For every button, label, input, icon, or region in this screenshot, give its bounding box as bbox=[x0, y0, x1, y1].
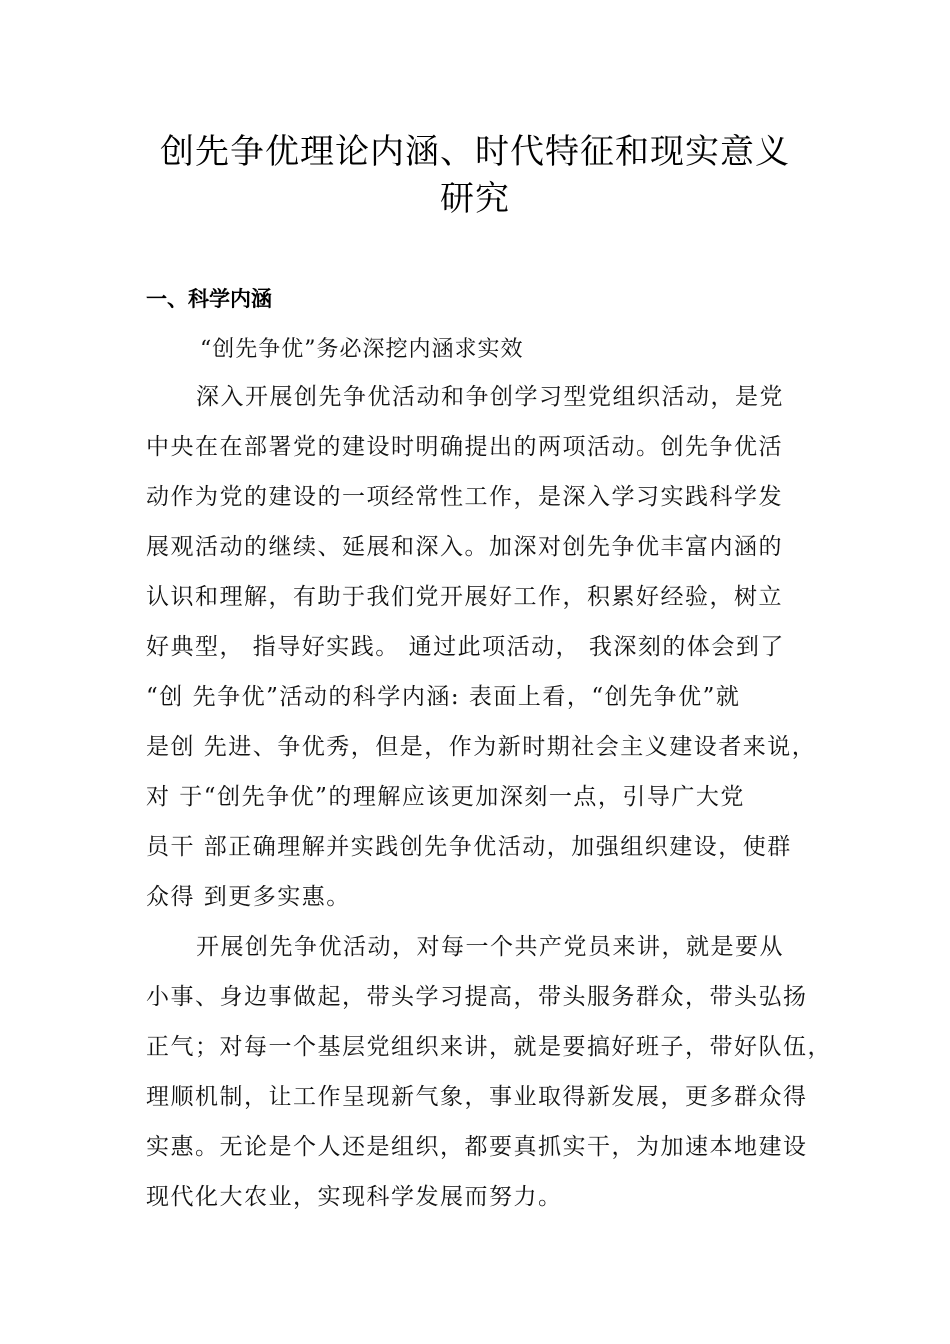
paragraph-1-line: 众得 到更多实惠。 bbox=[146, 884, 351, 910]
paragraph-1-line: 好典型， 指导好实践。 通过此项活动， 我深刻的体会到了 bbox=[146, 634, 785, 660]
paragraph-1-line: 对 于“创先争优”的理解应该更加深刻一点，引导广大党 bbox=[146, 784, 745, 810]
paragraph-2-line: 实惠。无论是个人还是组织，都要真抓实干，为加速本地建设 bbox=[146, 1134, 808, 1160]
paragraph-1-line: 是创 先进、争优秀，但是，作为新时期社会主义建设者来说， bbox=[146, 734, 817, 760]
document-title-line-1: 创先争优理论内涵、时代特征和现实意义 bbox=[160, 132, 790, 172]
paragraph-1-line: 展观活动的继续、延展和深入。加深对创先争优丰富内涵的 bbox=[146, 534, 783, 560]
paragraph-1-line: 中央在在部署党的建设时明确提出的两项活动。创先争优活 bbox=[146, 434, 783, 460]
paragraph-1-line: 动作为党的建设的一项经常性工作，是深入学习实践科学发 bbox=[146, 484, 783, 510]
subtitle: “创先争优”务必深挖内涵求实效 bbox=[200, 337, 524, 362]
paragraph-2-line: 小事、身边事做起，带头学习提高，带头服务群众，带头弘扬 bbox=[146, 984, 808, 1010]
section-heading: 一、科学内涵 bbox=[146, 287, 272, 311]
paragraph-2-line: 开展创先争优活动，对每一个共产党员来讲，就是要从 bbox=[196, 934, 784, 960]
paragraph-1-line: 认识和理解，有助于我们党开展好工作，积累好经验，树立 bbox=[146, 584, 783, 610]
paragraph-2-line: 现代化大农业，实现科学发展而努力。 bbox=[146, 1184, 563, 1210]
paragraph-2-line: 正气；对每一个基层党组织来讲，就是要搞好班子，带好队伍， bbox=[146, 1034, 832, 1060]
paragraph-1-line: 员干 部正确理解并实践创先争优活动，加强组织建设，使群 bbox=[146, 834, 792, 860]
paragraph-1-line: “创 先争优”活动的科学内涵: 表面上看，“创先争优”就 bbox=[146, 684, 741, 710]
document-title-line-2: 研究 bbox=[440, 179, 510, 219]
paragraph-2-line: 理顺机制，让工作呈现新气象，事业取得新发展，更多群众得 bbox=[146, 1084, 808, 1110]
paragraph-1-line: 深入开展创先争优活动和争创学习型党组织活动，是党 bbox=[196, 384, 784, 410]
